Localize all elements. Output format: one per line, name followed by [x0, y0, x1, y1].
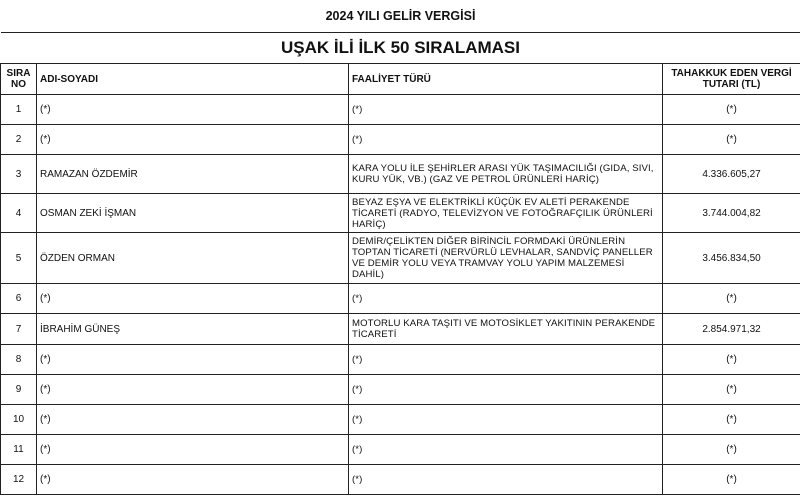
rank-cell: 2 — [1, 125, 37, 155]
subtitle-row — [1, 33, 800, 64]
activity-cell: MOTORLU KARA TAŞITI VE MOTOSİKLET YAKITININ PERAKENDE TİCARETİ — [349, 314, 663, 345]
table-row — [1, 465, 800, 495]
name-cell: (*) — [37, 435, 349, 465]
table-row — [1, 375, 800, 405]
rank-cell: 7 — [1, 314, 37, 345]
table-row — [1, 194, 800, 233]
activity-cell: (*) — [349, 284, 663, 314]
name-cell: (*) — [37, 125, 349, 155]
table-row — [1, 345, 800, 375]
amount-cell: (*) — [663, 345, 800, 375]
amount-cell: 4.336.605,27 — [663, 155, 800, 194]
table-row — [1, 95, 800, 125]
name-cell: (*) — [37, 465, 349, 495]
table-row — [1, 284, 800, 314]
name-cell: (*) — [37, 345, 349, 375]
header-row — [1, 64, 800, 95]
table-row — [1, 405, 800, 435]
amount-cell: (*) — [663, 125, 800, 155]
title-row — [1, 0, 800, 33]
table-row — [1, 435, 800, 465]
rank-cell: 5 — [1, 233, 37, 284]
rank-cell: 6 — [1, 284, 37, 314]
name-cell: ÖZDEN ORMAN — [37, 233, 349, 284]
name-cell: (*) — [37, 375, 349, 405]
activity-cell: (*) — [349, 405, 663, 435]
rank-cell: 9 — [1, 375, 37, 405]
rank-cell: 10 — [1, 405, 37, 435]
activity-cell: (*) — [349, 465, 663, 495]
amount-cell: (*) — [663, 284, 800, 314]
rank-cell: 8 — [1, 345, 37, 375]
amount-cell: 3.456.834,50 — [663, 233, 800, 284]
rank-cell: 3 — [1, 155, 37, 194]
document-subtitle: UŞAK İLİ İLK 50 SIRALAMASI — [1, 33, 800, 64]
name-cell: OSMAN ZEKİ İŞMAN — [37, 194, 349, 233]
activity-cell: (*) — [349, 435, 663, 465]
amount-cell: (*) — [663, 405, 800, 435]
amount-cell: (*) — [663, 375, 800, 405]
rank-cell: 11 — [1, 435, 37, 465]
amount-cell: (*) — [663, 435, 800, 465]
name-cell: RAMAZAN ÖZDEMİR — [37, 155, 349, 194]
document-title: 2024 YILI GELİR VERGİSİ — [1, 0, 800, 33]
amount-cell: (*) — [663, 95, 800, 125]
activity-cell: (*) — [349, 125, 663, 155]
amount-cell: 3.744.004,82 — [663, 194, 800, 233]
table-row — [1, 314, 800, 345]
table-row — [1, 233, 800, 284]
activity-cell: (*) — [349, 345, 663, 375]
amount-cell: (*) — [663, 465, 800, 495]
header-activity: FAALİYET TÜRÜ — [349, 64, 663, 95]
header-rank: SIRA NO — [1, 64, 37, 95]
name-cell: İBRAHİM GÜNEŞ — [37, 314, 349, 345]
activity-cell: BEYAZ EŞYA VE ELEKTRİKLİ KÜÇÜK EV ALETİ PERAKENDE TİCARETİ (RADYO, TELEVİZYON VE FOTOĞRAFÇILIK ÜRÜNLERİ HARİÇ) — [349, 194, 663, 233]
rank-cell: 4 — [1, 194, 37, 233]
header-name: ADI-SOYADI — [37, 64, 349, 95]
header-amount: TAHAKKUK EDEN VERGİ TUTARI (TL) — [663, 64, 800, 95]
table-row — [1, 125, 800, 155]
activity-cell: (*) — [349, 375, 663, 405]
name-cell: (*) — [37, 284, 349, 314]
table-row — [1, 155, 800, 194]
amount-cell: 2.854.971,32 — [663, 314, 800, 345]
activity-cell: KARA YOLU İLE ŞEHİRLER ARASI YÜK TAŞIMACILIĞI (GIDA, SIVI, KURU YÜK, VB.) (GAZ VE PETROL ÜRÜNLERİ HARİÇ) — [349, 155, 663, 194]
name-cell: (*) — [37, 95, 349, 125]
name-cell: (*) — [37, 405, 349, 435]
rank-cell: 12 — [1, 465, 37, 495]
activity-cell: DEMİR/ÇELİKTEN DİĞER BİRİNCİL FORMDAKİ ÜRÜNLERİN TOPTAN TİCARETİ (NERVÜRLÜ LEVHALAR, SANDVİÇ PANELLER VE DEMİR YOLU VEYA TRAMVAY YOLU YAPIM MALZEMESİ DAHİL) — [349, 233, 663, 284]
activity-cell: (*) — [349, 95, 663, 125]
rank-cell: 1 — [1, 95, 37, 125]
